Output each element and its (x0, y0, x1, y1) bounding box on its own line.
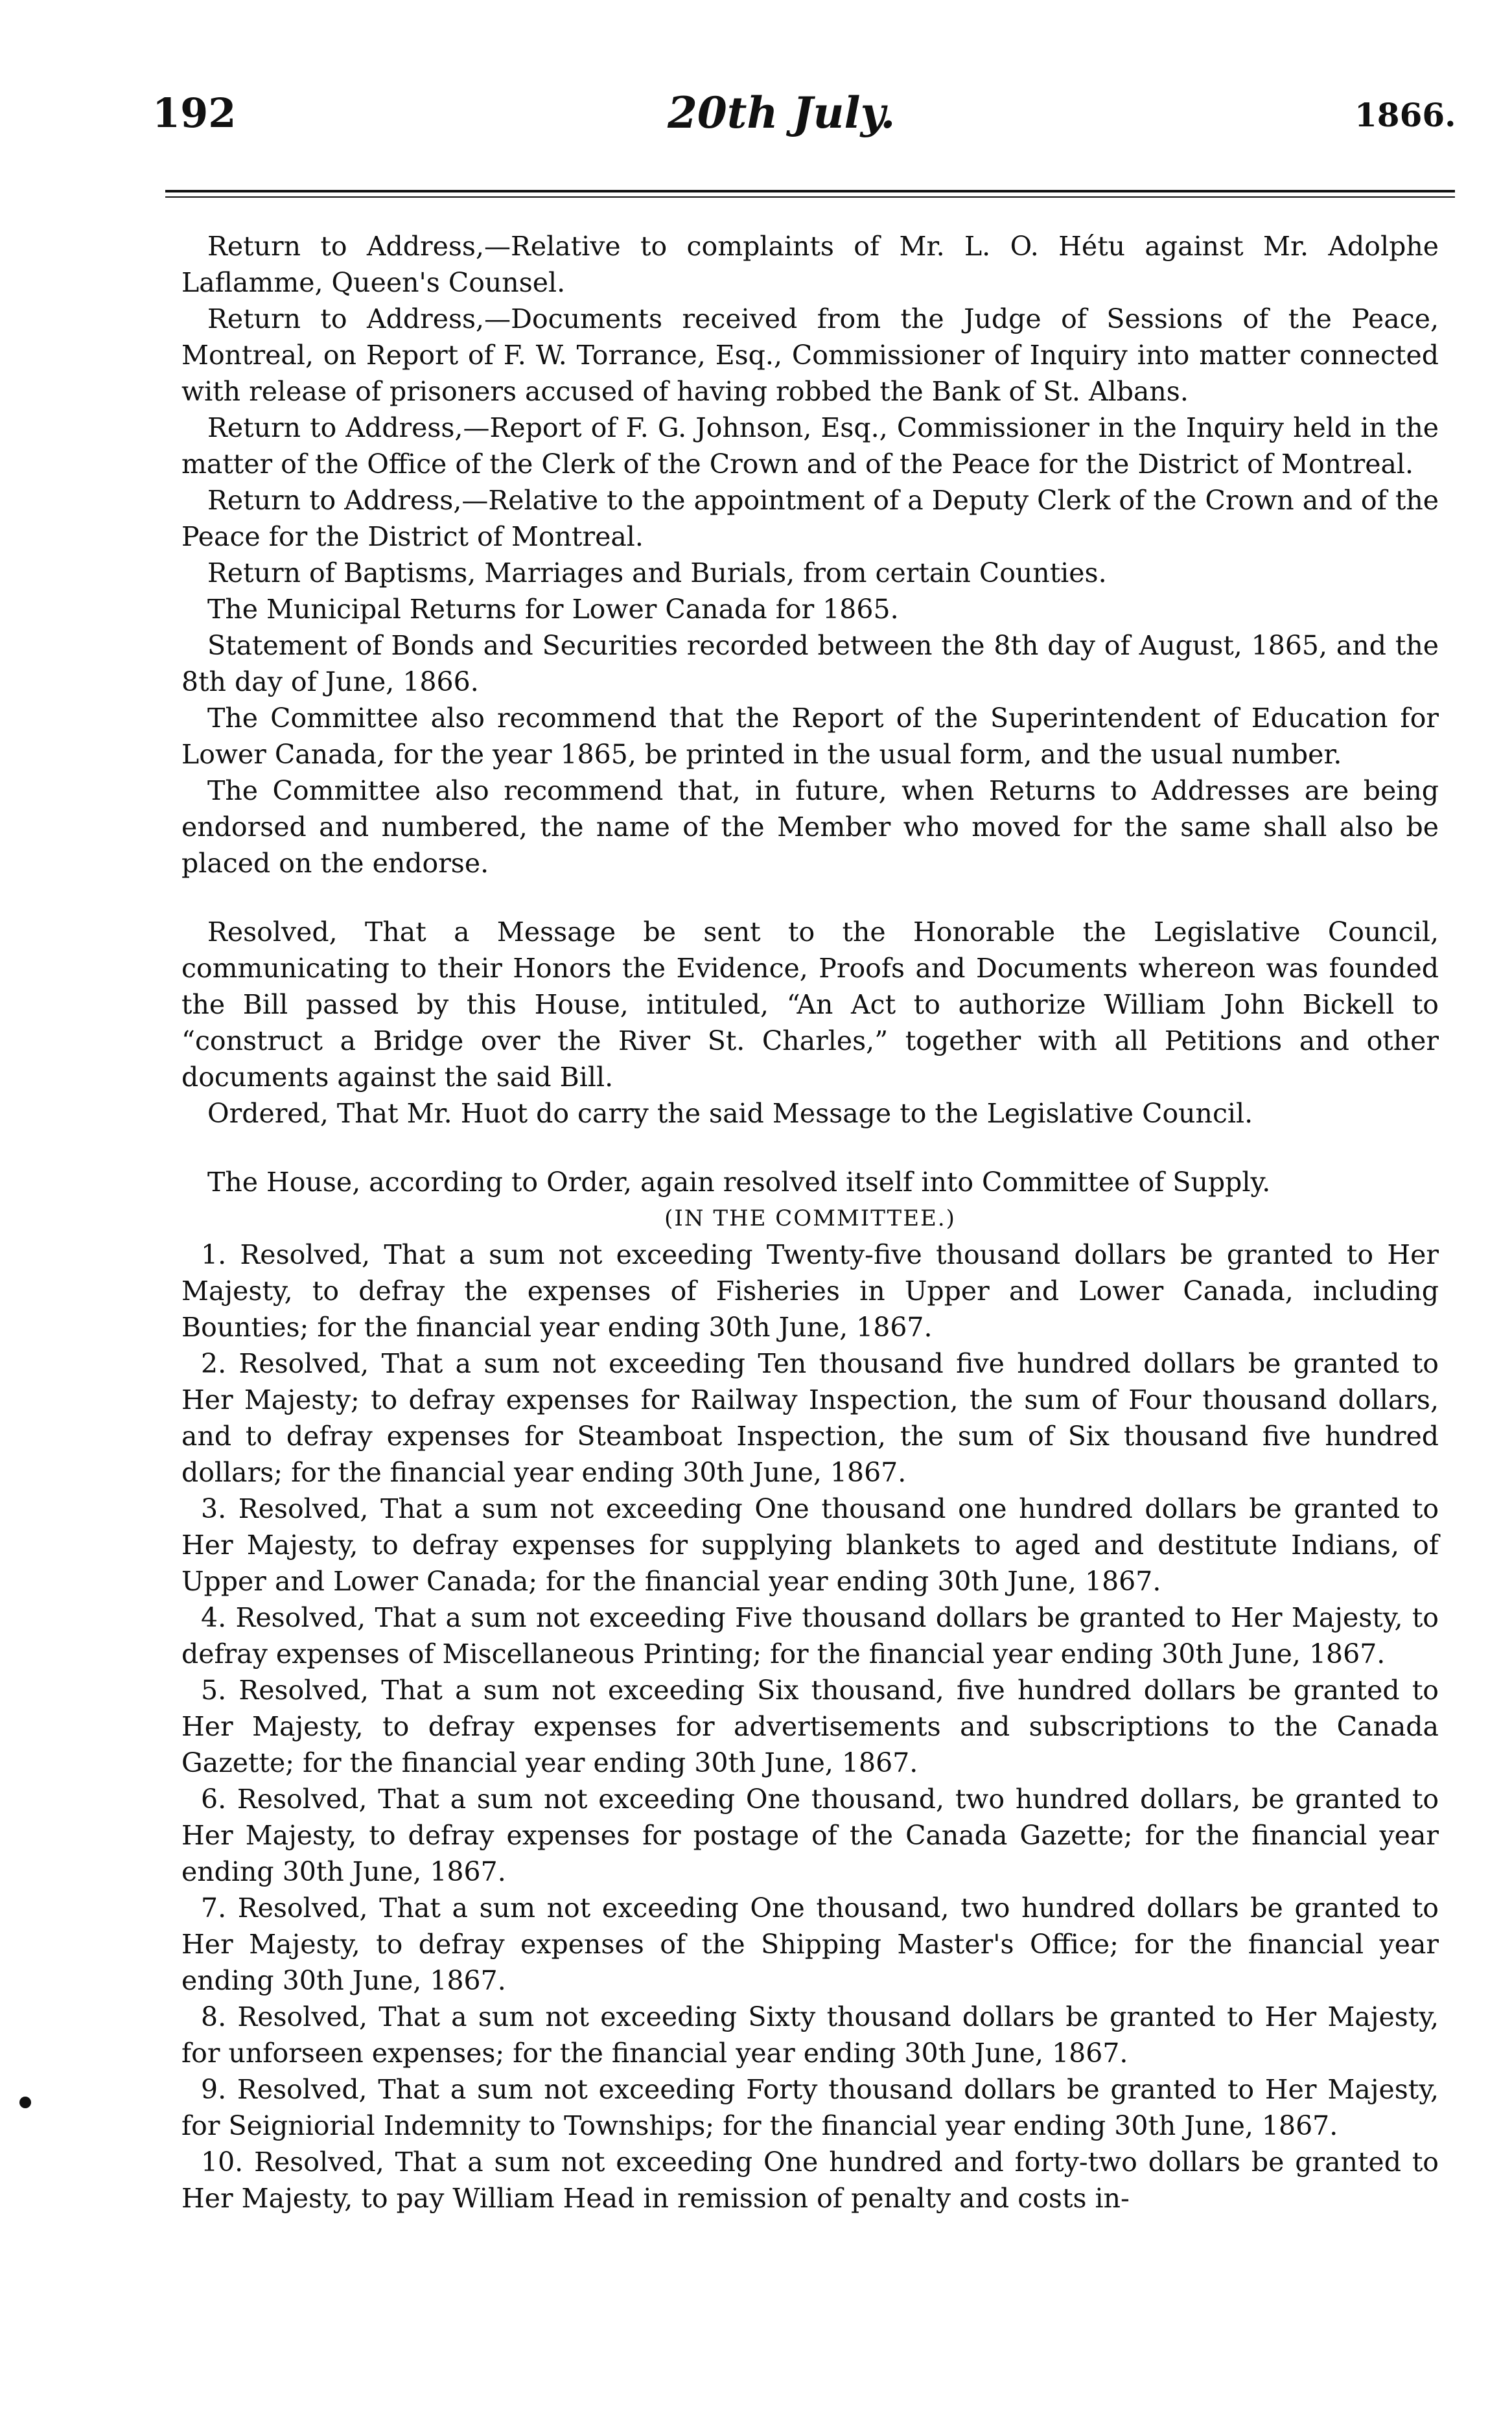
order-paragraph: Ordered, That Mr. Huot do carry the said Message to the Legislative Council. (207, 1098, 1253, 1129)
supply-resolution: 1. Resolved, That a sum not exceeding Twenty-five thousand dollars be granted to Her Majesty, to defray the expenses of Fisheries in Upper and Lower Canada, including Bounties; for the financial year ending 30th June, 1867. (181, 1239, 1439, 1343)
supply-resolution: 3. Resolved, That a sum not exceeding One thousand one hundred dollars be granted to Her Majesty, to defray expenses for supplying blankets to aged and destitute Indians, of Upper and Lower Canada; for the financial year ending 30th June, 1867. (181, 1493, 1439, 1597)
committee-paragraph: The Committee also recommend that, in future, when Returns to Addresses are being endorsed and numbered, the name of the Member who moved for the same shall also be placed on the endorse. (181, 775, 1439, 879)
page-date: 20th July. (668, 87, 896, 138)
supply-resolution: 6. Resolved, That a sum not exceeding One thousand, two hundred dollars, be granted to Her Majesty, to defray expenses for postage of the Canada Gazette; for the financial year ending 30th June, 1867. (181, 1784, 1439, 1887)
return-paragraph: Return to Address,—Relative to complaints of Mr. L. O. Hétu against Mr. Adolphe Laflamme, Queen's Counsel. (181, 231, 1439, 298)
page-year: 1866. (1355, 96, 1456, 134)
supply-resolution: 8. Resolved, That a sum not exceeding Sixty thousand dollars be granted to Her Majesty, for unforseen expenses; for the financial year ending 30th June, 1867. (181, 2001, 1439, 2069)
supply-resolution: 9. Resolved, That a sum not exceeding Forty thousand dollars be granted to Her Majesty, for Seigniorial Indemnity to Townships; for the financial year ending 30th June, 1867. (181, 2074, 1439, 2141)
header-rule-bottom (165, 196, 1455, 198)
supply-resolution: 7. Resolved, That a sum not exceeding One thousand, two hundred dollars be granted to Her Majesty, to defray expenses of the Shipping Master's Office; for the financial year ending 30th June, 1867. (181, 1892, 1439, 1996)
supply-resolution: 5. Resolved, That a sum not exceeding Six thousand, five hundred dollars be granted to Her Majesty, to defray expenses for advertisements and subscriptions to the Canada Gazette; for the financial year ending 30th June, 1867. (181, 1675, 1439, 1778)
return-paragraph: Return to Address,—Relative to the appointment of a Deputy Clerk of the Crown and of the Peace for the District of Montreal. (181, 485, 1439, 552)
return-paragraph: The Municipal Returns for Lower Canada for 1865. (207, 594, 899, 625)
committee-paragraph: The Committee also recommend that the Report of the Superintendent of Education for Lower Canada, for the year 1865, be printed in the usual form, and the usual number. (181, 703, 1439, 770)
return-paragraph: Return to Address,—Documents received from the Judge of Sessions of the Peace, Montreal, on Report of F. W. Torrance, Esq., Commissioner of Inquiry into matter connected with release of prisoners accused of having robbed the Bank of St. Albans. (181, 303, 1439, 407)
page-body (181, 228, 1439, 2216)
page-number: 192 (152, 89, 237, 137)
supply-resolution: 10. Resolved, That a sum not exceeding One hundred and forty-two dollars be granted to Her Majesty, to pay William Head in remission of penalty and costs in- (181, 2146, 1439, 2214)
return-paragraph: Return to Address,—Report of F. G. Johnson, Esq., Commissioner in the Inquiry held in the matter of the Office of the Clerk of the Crown and of the Peace for the District of Montreal. (181, 412, 1439, 480)
supply-resolution: 2. Resolved, That a sum not exceeding Ten thousand five hundred dollars be granted to Her Majesty; to defray expenses for Railway Inspection, the sum of Four thousand dollars, and to defray expenses for Steamboat Inspection, the sum of Six thousand five hundred dollars; for the financial year ending 30th June, 1867. (181, 1348, 1439, 1488)
margin-dot (19, 2097, 31, 2108)
supply-paragraph: The House, according to Order, again resolved itself into Committee of Supply. (207, 1167, 1271, 1198)
supply-resolution: 4. Resolved, That a sum not exceeding Five thousand dollars be granted to Her Majesty, to defray expenses of Miscellaneous Printing; for the financial year ending 30th June, 1867. (181, 1602, 1439, 1669)
resolution-paragraph: Resolved, That a Message be sent to the Honorable the Legislative Council, communicating to their Honors the Evidence, Proofs and Documents whereon was founded the Bill passed by this House, intituled, “An Act to authorize William John Bickell to “construct a Bridge over the River St. Charles,” together with all Petitions and other documents against the said Bill. (181, 916, 1439, 1093)
return-paragraph: Statement of Bonds and Securities recorded between the 8th day of August, 1865, and the 8th day of June, 1866. (181, 630, 1439, 697)
header-rule-top (165, 190, 1455, 192)
return-paragraph: Return of Baptisms, Marriages and Burials, from certain Counties. (207, 557, 1107, 588)
committee-heading: (IN THE COMMITTEE.) (664, 1205, 956, 1231)
